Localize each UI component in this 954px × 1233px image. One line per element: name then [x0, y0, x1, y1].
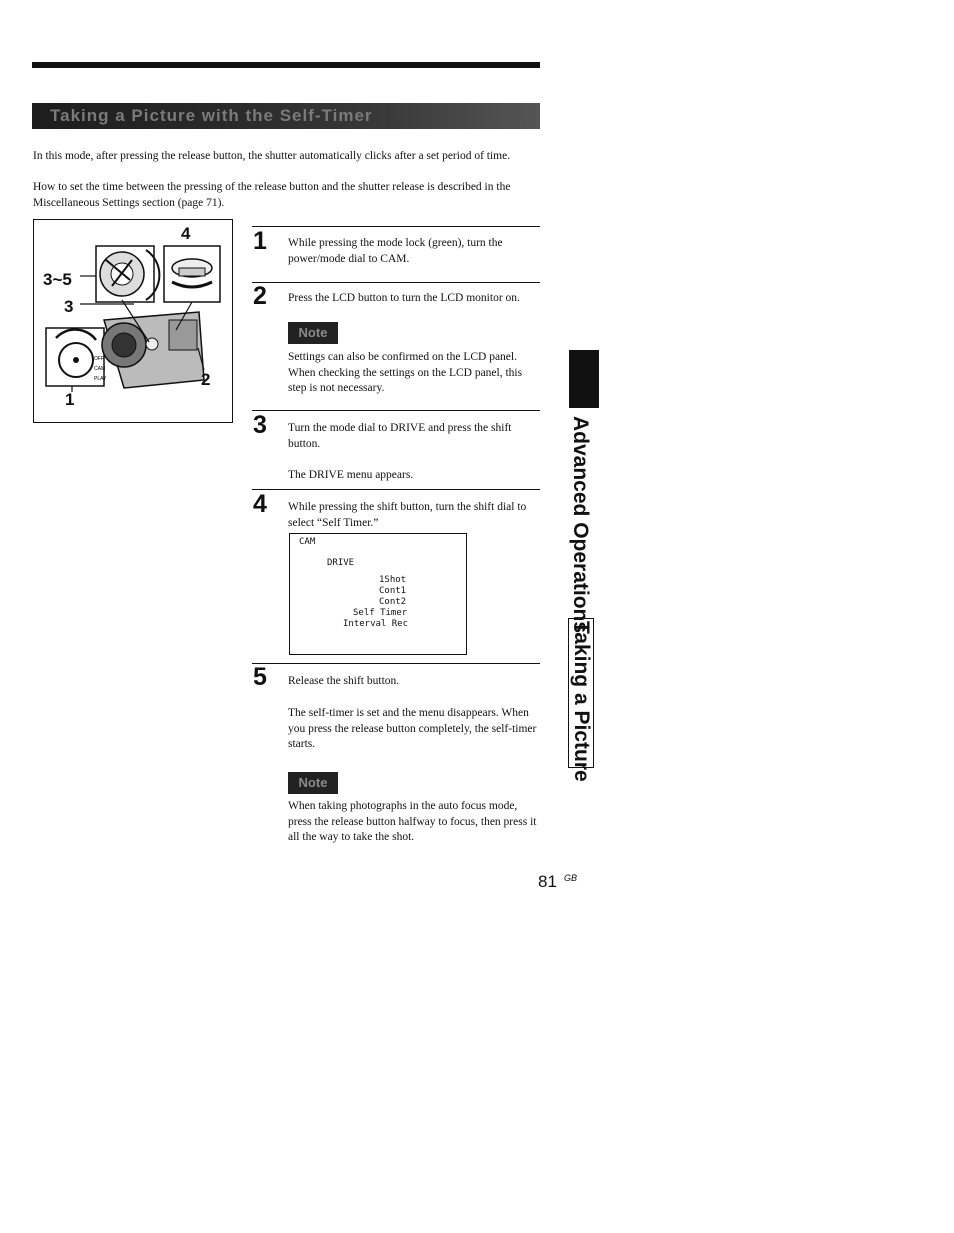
step-3-text: Turn the mode dial to DRIVE and press the shift button.: [288, 422, 512, 450]
page-number: 81: [538, 872, 557, 891]
lcd-mode: CAM: [299, 537, 316, 547]
lcd-option-self-timer: Self Timer: [353, 608, 408, 618]
step-1-number: 1: [253, 227, 267, 255]
step-2-rule: [252, 282, 540, 283]
step-5-number: 5: [253, 663, 267, 691]
svg-text:PLAY: PLAY: [94, 376, 107, 382]
note-label-2: Note: [298, 775, 328, 790]
intro-paragraph-2: How to set the time between the pressing of the release button and the shutter release is described in the Miscellaneous Settings section (page 71).: [33, 181, 511, 209]
lcd-option-interval-rec: Interval Rec: [343, 619, 409, 629]
lcd-menu-display: [289, 533, 467, 655]
chapter-tab-marker: [569, 350, 599, 408]
top-rule: [32, 62, 540, 68]
section-title: Taking a Picture with the Self-Timer: [50, 106, 373, 125]
lcd-option-cont1: Cont1: [379, 586, 407, 596]
step-4-text: While pressing the shift button, turn the shift dial to select “Self Timer.”: [288, 501, 527, 529]
svg-text:CAM: CAM: [94, 366, 106, 372]
step-1-rule: [252, 226, 540, 227]
step-5-text: Release the shift button.: [288, 675, 400, 687]
page-number-suffix: GB: [564, 873, 578, 883]
step-2-number: 2: [253, 282, 267, 310]
figure-label-2: 2: [201, 370, 211, 389]
step-5-rule: [252, 663, 540, 664]
figure-label-1: 1: [65, 390, 75, 409]
note-label-1: Note: [298, 325, 328, 340]
step-3-result: The DRIVE menu appears.: [288, 469, 414, 481]
svg-text:OFF: OFF: [94, 356, 104, 362]
step-5-result: The self-timer is set and the menu disappears. When you press the release button completely, the self-timer starts.: [288, 707, 537, 750]
note-badge-2: [288, 772, 338, 794]
chapter-label: Advanced Operations: [569, 416, 592, 634]
figure-label-3-5: 3~5: [43, 270, 72, 289]
note-badge-1: [288, 322, 338, 344]
section-label: Taking a Picture: [570, 621, 593, 782]
step-4-rule: [252, 489, 540, 490]
lcd-menu-title: DRIVE: [327, 558, 355, 568]
lcd-option-1shot: 1Shot: [379, 575, 407, 585]
note-2-text: When taking photographs in the auto focus mode, press the release button halfway to focus, then press it all the way to take the shot.: [288, 800, 537, 843]
note-1-text: Settings can also be confirmed on the LCD panel. When checking the settings on the LCD panel, this step is not necessary.: [288, 351, 523, 394]
intro-paragraph-1: In this mode, after pressing the release button, the shutter automatically clicks after a set period of time.: [33, 150, 511, 162]
step-1-text: While pressing the mode lock (green), turn the power/mode dial to CAM.: [288, 237, 503, 265]
step-3-rule: [252, 410, 540, 411]
lcd-option-cont2: Cont2: [379, 597, 407, 607]
camera-illustration: [33, 219, 233, 423]
figure-label-4: 4: [181, 224, 191, 243]
step-2-text: Press the LCD button to turn the LCD monitor on.: [288, 292, 520, 304]
figure-label-3: 3: [64, 297, 74, 316]
camera-drawing: [34, 220, 232, 422]
step-4-number: 4: [253, 490, 267, 518]
step-3-number: 3: [253, 411, 267, 439]
